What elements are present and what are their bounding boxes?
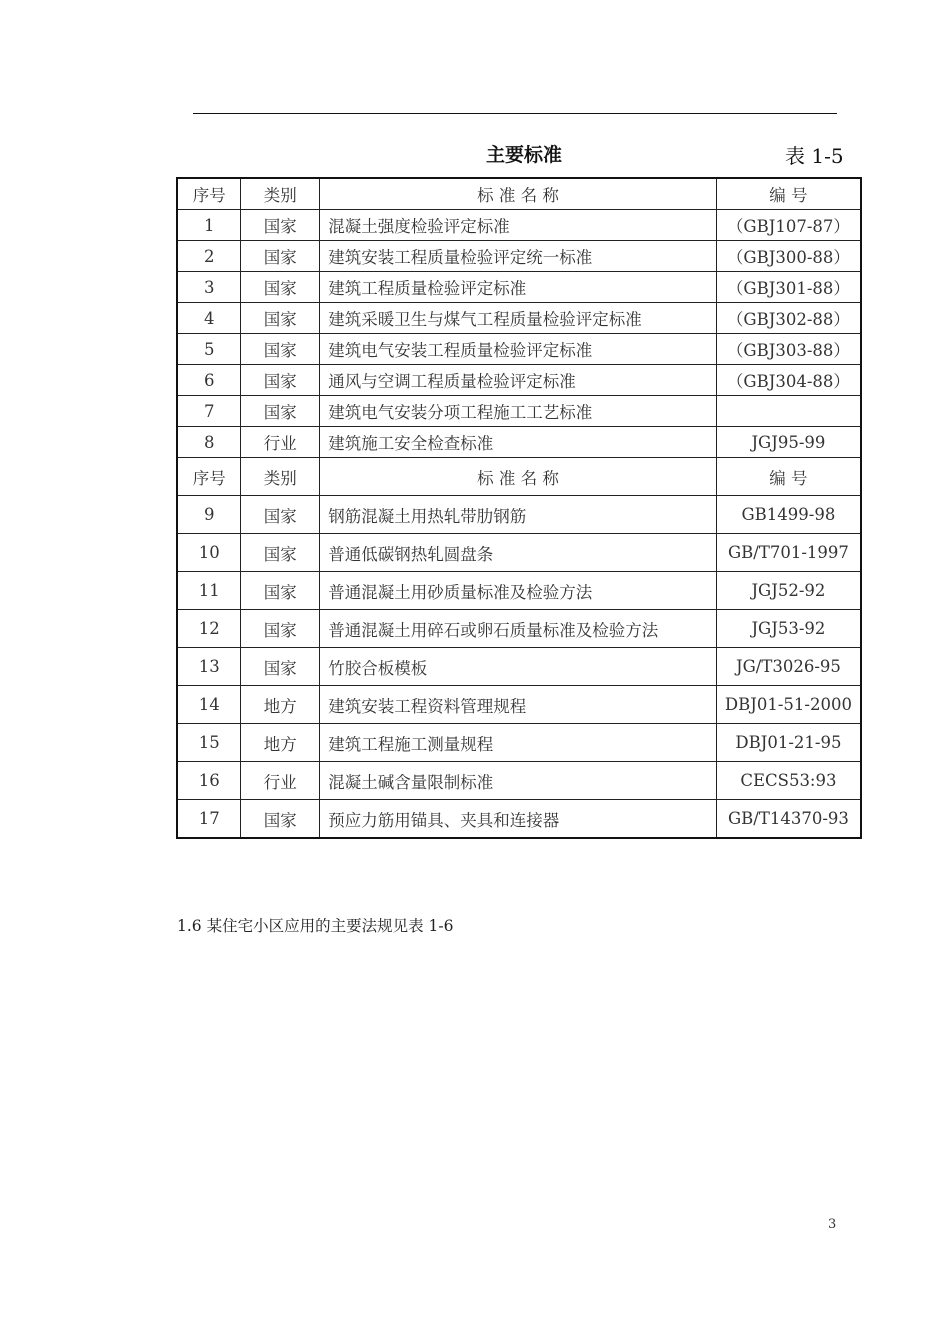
cell-category: 国家	[241, 800, 320, 839]
table-row	[177, 272, 861, 303]
cell-name: 通风与空调工程质量检验评定标准	[320, 365, 717, 396]
table-row	[177, 396, 861, 427]
cell-code: （GBJ301-88）	[716, 272, 861, 303]
cell-seq: 9	[177, 496, 241, 534]
cell-code: （GBJ107-87）	[716, 210, 861, 241]
cell-seq: 1	[177, 210, 241, 241]
page-number: 3	[828, 1217, 837, 1232]
cell-category: 国家	[241, 648, 320, 686]
cell-category: 国家	[241, 272, 320, 303]
table-title: 主要标准	[486, 144, 563, 166]
table-number: 表 1-5	[785, 144, 844, 168]
table-row	[177, 303, 861, 334]
cell-code: GB/T701-1997	[716, 534, 861, 572]
cell-code: JGJ53-92	[716, 610, 861, 648]
section-note: 1.6 某住宅小区应用的主要法规见表 1-6	[177, 917, 454, 935]
cell-name: 建筑采暖卫生与煤气工程质量检验评定标准	[320, 303, 717, 334]
cell-category: 国家	[241, 534, 320, 572]
cell-seq: 15	[177, 724, 241, 762]
cell-seq: 5	[177, 334, 241, 365]
cell-category: 行业	[241, 427, 320, 458]
cell-seq: 7	[177, 396, 241, 427]
cell-name: 普通低碳钢热轧圆盘条	[320, 534, 717, 572]
cell-category: 国家	[241, 241, 320, 272]
cell-name: 混凝土强度检验评定标准	[320, 210, 717, 241]
header-seq: 序号	[177, 458, 241, 496]
cell-code: （GBJ303-88）	[716, 334, 861, 365]
cell-name: 钢筋混凝土用热轧带肋钢筋	[320, 496, 717, 534]
header-category: 类别	[241, 458, 320, 496]
cell-category: 国家	[241, 572, 320, 610]
table-row	[177, 610, 861, 648]
table-header-row	[177, 178, 861, 210]
header-name: 标 准 名 称	[320, 178, 717, 210]
table-row	[177, 241, 861, 272]
cell-category: 国家	[241, 610, 320, 648]
cell-code: GB1499-98	[716, 496, 861, 534]
header-name: 标 准 名 称	[320, 458, 717, 496]
header-seq: 序号	[177, 178, 241, 210]
cell-name: 竹胶合板模板	[320, 648, 717, 686]
header-code: 编 号	[716, 458, 861, 496]
table-row	[177, 365, 861, 396]
cell-name: 建筑安装工程质量检验评定统一标准	[320, 241, 717, 272]
table-row	[177, 496, 861, 534]
cell-code: （GBJ304-88）	[716, 365, 861, 396]
cell-name: 建筑电气安装分项工程施工工艺标准	[320, 396, 717, 427]
cell-category: 国家	[241, 210, 320, 241]
cell-code: （GBJ300-88）	[716, 241, 861, 272]
table-row	[177, 686, 861, 724]
table-row	[177, 210, 861, 241]
cell-code: GB/T14370-93	[716, 800, 861, 839]
cell-name: 建筑工程质量检验评定标准	[320, 272, 717, 303]
cell-category: 国家	[241, 365, 320, 396]
cell-seq: 10	[177, 534, 241, 572]
cell-seq: 8	[177, 427, 241, 458]
cell-name: 普通混凝土用碎石或卵石质量标准及检验方法	[320, 610, 717, 648]
cell-category: 地方	[241, 686, 320, 724]
table-row	[177, 724, 861, 762]
cell-seq: 17	[177, 800, 241, 839]
cell-name: 建筑安装工程资料管理规程	[320, 686, 717, 724]
table-row	[177, 534, 861, 572]
table-row	[177, 334, 861, 365]
cell-seq: 13	[177, 648, 241, 686]
cell-seq: 4	[177, 303, 241, 334]
cell-seq: 6	[177, 365, 241, 396]
table-header-row	[177, 458, 861, 496]
cell-seq: 14	[177, 686, 241, 724]
cell-name: 预应力筋用锚具、夹具和连接器	[320, 800, 717, 839]
header-code: 编 号	[716, 178, 861, 210]
cell-code: JG/T3026-95	[716, 648, 861, 686]
cell-code: DBJ01-21-95	[716, 724, 861, 762]
cell-code	[716, 396, 861, 427]
cell-code: （GBJ302-88）	[716, 303, 861, 334]
cell-code: DBJ01-51-2000	[716, 686, 861, 724]
table-row	[177, 762, 861, 800]
cell-code: JGJ95-99	[716, 427, 861, 458]
table-row	[177, 427, 861, 458]
cell-category: 国家	[241, 496, 320, 534]
cell-category: 行业	[241, 762, 320, 800]
cell-name: 建筑施工安全检查标准	[320, 427, 717, 458]
cell-category: 地方	[241, 724, 320, 762]
cell-seq: 11	[177, 572, 241, 610]
table-row	[177, 572, 861, 610]
cell-category: 国家	[241, 303, 320, 334]
cell-seq: 12	[177, 610, 241, 648]
table-row	[177, 800, 861, 839]
header-category: 类别	[241, 178, 320, 210]
cell-seq: 2	[177, 241, 241, 272]
cell-name: 普通混凝土用砂质量标准及检验方法	[320, 572, 717, 610]
cell-seq: 16	[177, 762, 241, 800]
standards-table	[176, 177, 862, 839]
cell-name: 建筑电气安装工程质量检验评定标准	[320, 334, 717, 365]
cell-code: CECS53:93	[716, 762, 861, 800]
header-rule	[193, 113, 837, 114]
cell-category: 国家	[241, 334, 320, 365]
cell-seq: 3	[177, 272, 241, 303]
cell-code: JGJ52-92	[716, 572, 861, 610]
cell-name: 混凝土碱含量限制标准	[320, 762, 717, 800]
table-row	[177, 648, 861, 686]
cell-name: 建筑工程施工测量规程	[320, 724, 717, 762]
cell-category: 国家	[241, 396, 320, 427]
